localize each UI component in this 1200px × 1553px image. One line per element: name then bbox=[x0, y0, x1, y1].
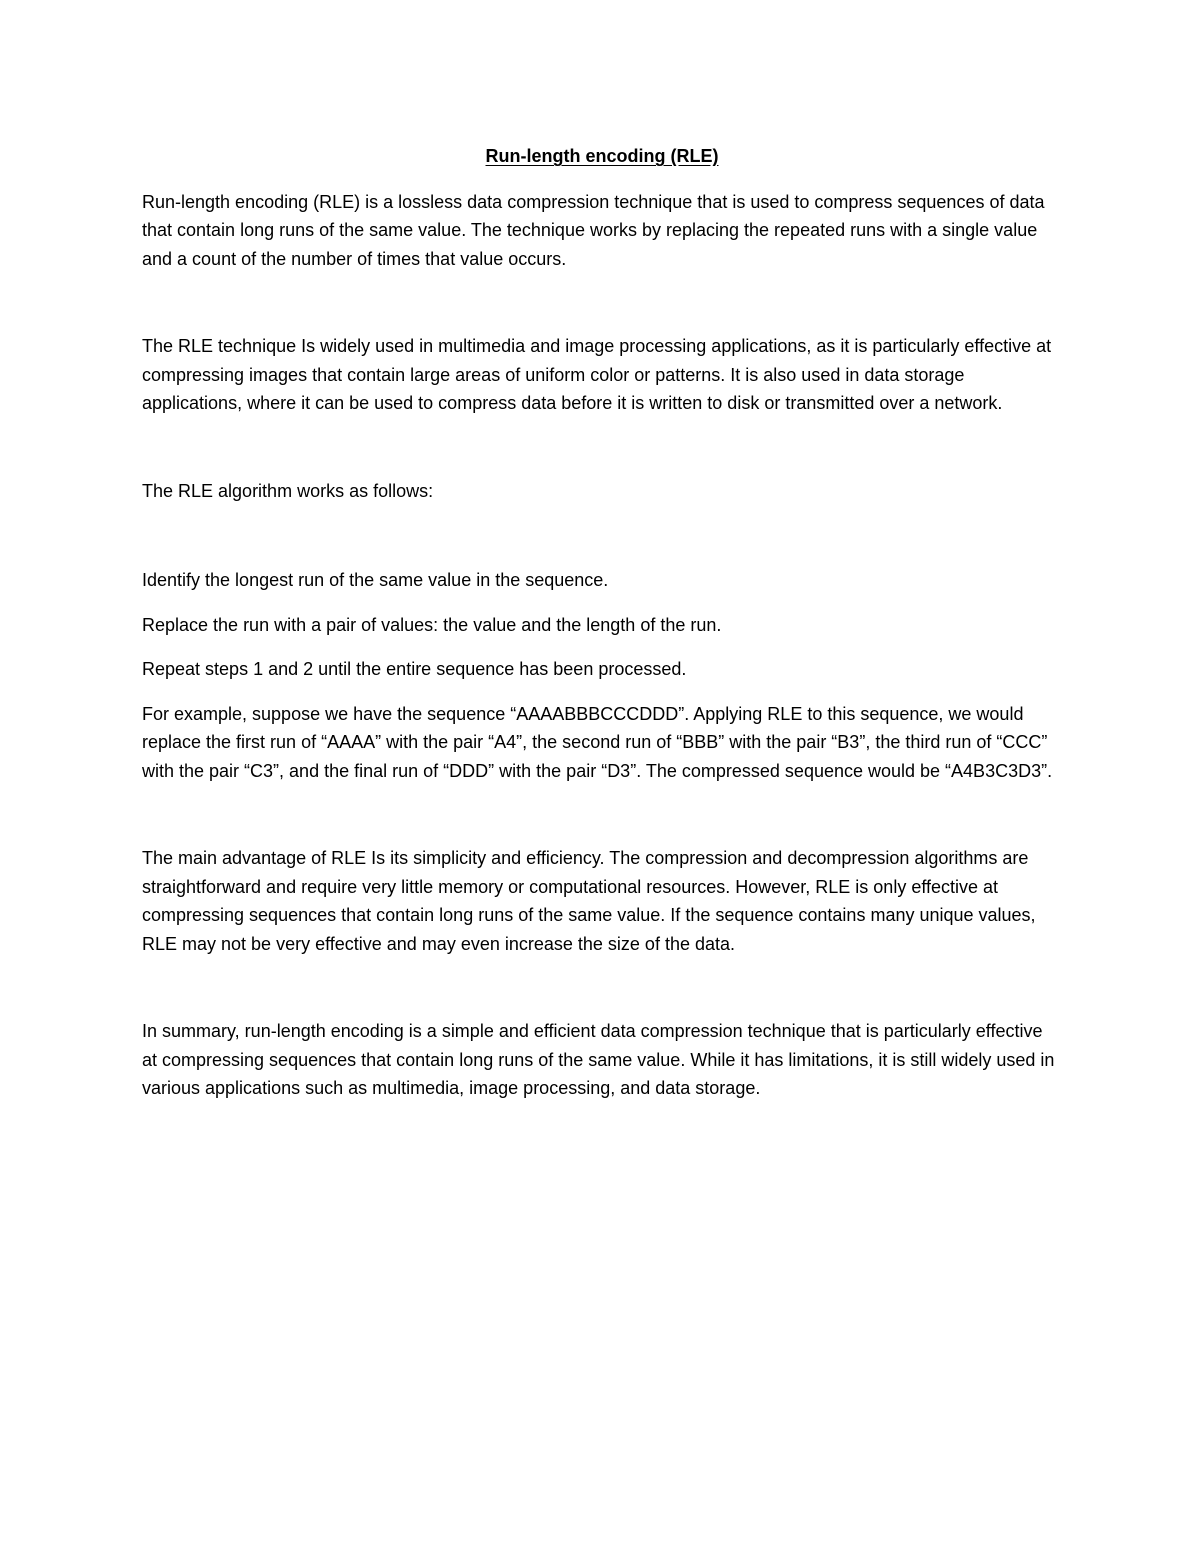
paragraph-step-3: Repeat steps 1 and 2 until the entire sequence has been processed. bbox=[142, 659, 687, 679]
paragraph-step-1: Identify the longest run of the same value in the sequence. bbox=[142, 570, 609, 590]
paragraph-advantages: The main advantage of RLE Is its simplicity and efficiency. The compression and decompression algorithms are straightforward and require very little memory or computational resources. However, RLE is only effective at compressing sequences that contain long runs of the same value. If the sequence contains many unique values, RLE may not be very effective and may even increase the size of the data. bbox=[142, 848, 1036, 954]
paragraph-step-2: Replace the run with a pair of values: the value and the length of the run. bbox=[142, 614, 722, 635]
paragraph-summary: In summary, run-length encoding is a simple and efficient data compression technique that is particularly effective at compressing sequences that contain long runs of the same value. While it has limitations, it is still widely used in various applications such as multimedia, image processing, and data storage. bbox=[142, 1021, 1055, 1098]
document-title: Run-length encoding (RLE) bbox=[485, 146, 719, 166]
paragraph-intro: Run-length encoding (RLE) is a lossless data compression technique that is used to compress sequences of data that contain long runs of the same value. The technique works by replacing the repeated runs with a single value and a count of the number of times that value occurs. bbox=[142, 191, 1045, 269]
paragraph-applications: The RLE technique Is widely used in multimedia and image processing applications, as it is particularly effective at compressing images that contain large areas of uniform color or patterns. It is also used in data storage applications, where it can be used to compress data before it is written to disk or transmitted over a network. bbox=[142, 336, 1052, 413]
document-body bbox=[142, 142, 1062, 1103]
paragraph-example: For example, suppose we have the sequence “AAAABBBCCCDDD”. Applying RLE to this sequence, we would replace the first run of “AAAA” with the pair “A4”, the second run of “BBB” with the pair “B3”, the third run of “CCC” with the pair “C3”, and the final run of “DDD” with the pair “D3”. The compressed sequence would be “A4B3C3D3”. bbox=[142, 703, 1053, 781]
paragraph-algorithm-heading: The RLE algorithm works as follows: bbox=[142, 480, 434, 501]
